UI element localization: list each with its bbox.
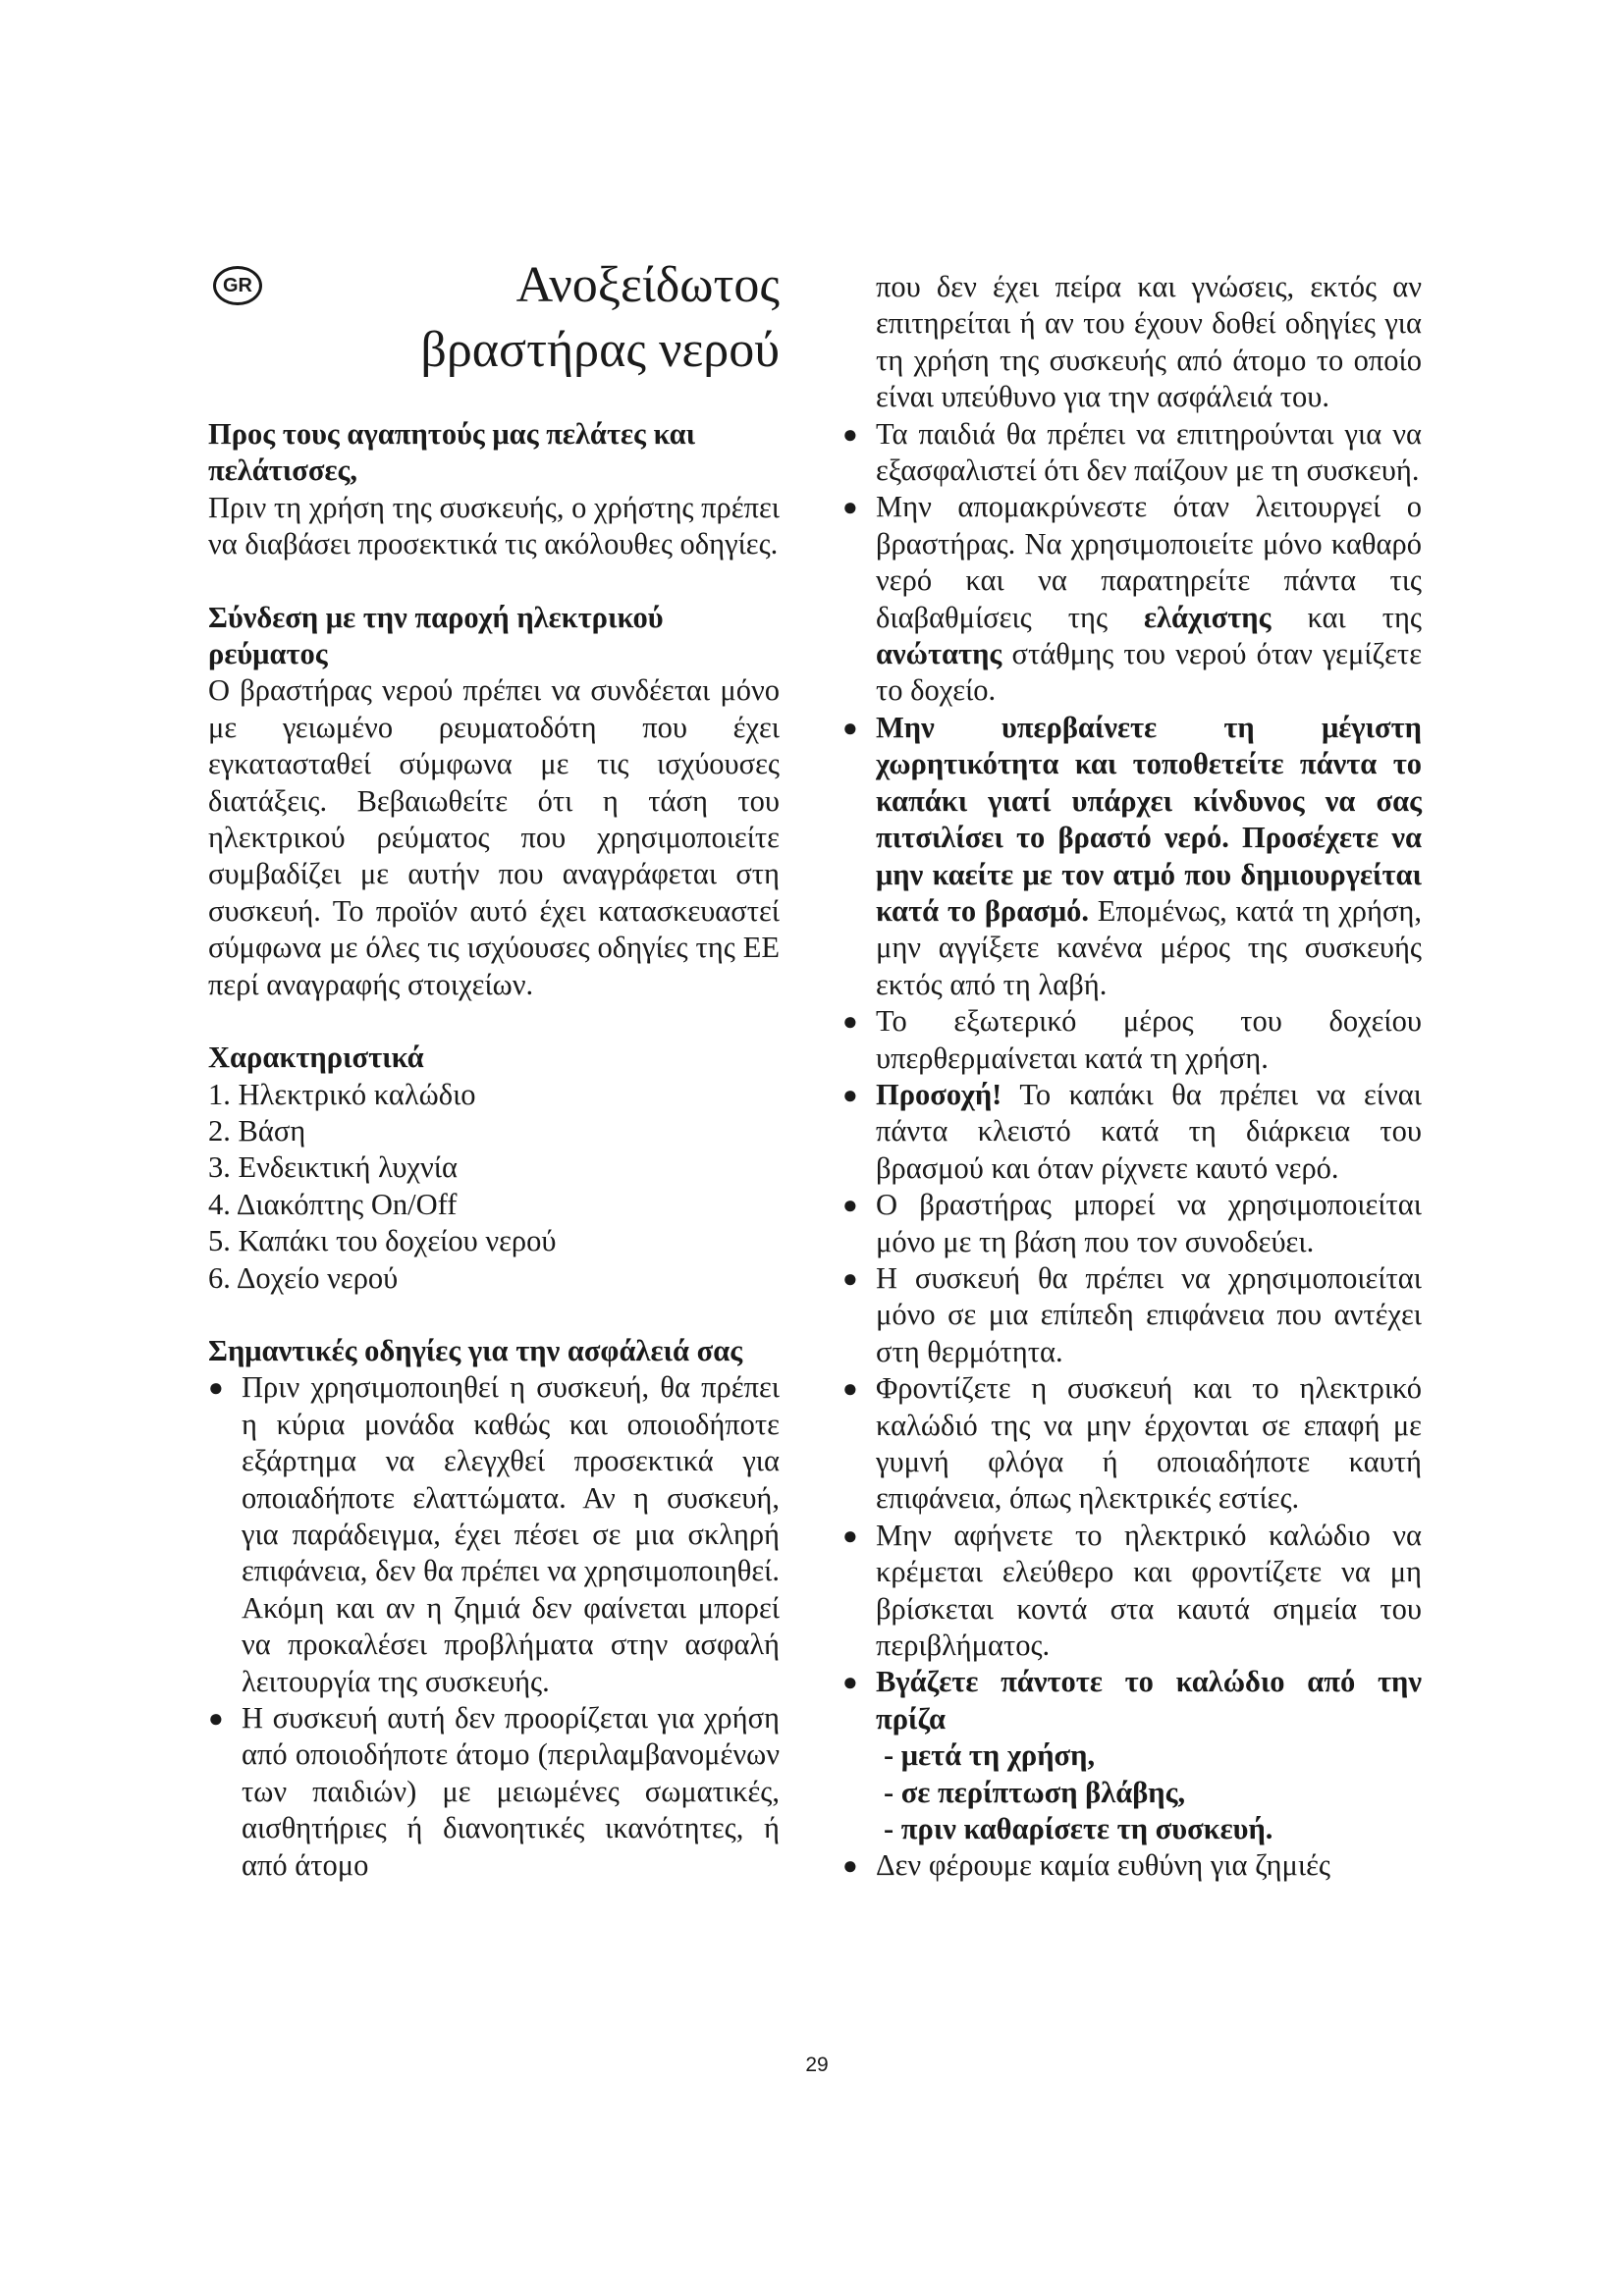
right-column [842,269,1422,1885]
safety-bullet [842,1187,1422,1260]
bullet-icon: ● [842,1521,858,1550]
safety-bullet-text: Η συσκευή αυτή δεν προορίζεται για χρήση από οποιοδήποτε άτομο (περιλαμβανομένων των παιδιών) με μειωμένες σωματικές, αισθητήριες ή διανοητικές ικανότητες, ή από άτομο [242,1701,780,1882]
bullet-icon: ● [208,1704,224,1733]
continuation-paragraph [842,269,1422,416]
safety-bullet-text: Το καπάκι θα πρέπει να είναι πάντα κλειστό κατά τη διάρκεια του βρασμού και όταν ρίχνετε καυτό νερό. [876,1077,1422,1185]
bullet-icon: ● [842,713,858,742]
safety-bullet-text: Ο βραστήρας μπορεί να χρησιμοποιείται μόνο με τη βάση που τον συνοδεύει. [876,1188,1422,1258]
safety-bullet [208,1369,780,1700]
safety-bullet-text: στάθμης του νερού όταν γεμίζετε το δοχείο. [876,637,1422,708]
features-list [208,1077,780,1297]
list-item: 6. Δοχείο νερού [208,1260,399,1295]
safety-bullet [842,1370,1422,1518]
boiling-warning-emphasis: Μην υπερβαίνετε τη μέγιστη χωρητικότητα και τοποθετείτε πάντα το καπάκι γιατί υπάρχει κίνδυνος να σας πιτσιλίσει το βραστό νερό. Προσέχετε να μην καείτε με τον ατμό που δημιουργείται κατά το βρασμό. [876,710,1422,928]
greeting-text: Πριν τη χρήση της συσκευής, ο χρήστης πρέπει να διαβάσει προσεκτικά τις ακόλουθες οδηγίες. [208,490,780,561]
bullet-icon: ● [842,1851,858,1881]
language-badge [213,266,262,305]
safety-bullet [842,416,1422,490]
safety-heading: Σημαντικές οδηγίες για την ασφάλειά σας [208,1333,743,1367]
list-item: 5. Καπάκι του δοχείου νερού [208,1224,557,1258]
safety-bullet [842,710,1422,1003]
safety-bullet [842,1518,1422,1665]
safety-bullet-text: και της [1307,600,1423,634]
connection-text: Ο βραστήρας νερού πρέπει να συνδέεται μόνο με γειωμένο ρευματοδότη που έχει εγκατασταθεί σύμφωνα με τις ισχύουσες διατάξεις. Βεβαιωθείτε ότι η τάση του ηλεκτρικού ρεύματος που χρησιμοποιείτε συμβαδίζει με αυτήν που αναγράφεται στη συσκευή. Το προϊόν αυτό έχει κατασκευαστεί σύμφωνα με όλες τις ισχύουσες οδηγίες της ΕΕ περί αναγραφής στοιχείων. [208,673,780,1001]
continuation-text: που δεν έχει πείρα και γνώσεις, εκτός αν επιτηρείται ή αν του έχουν δοθεί οδηγίες για τη χρήση της συσκευής από άτομο το οποίο είναι υπεύθυνο για την ασφάλειά του. [876,270,1422,414]
bullet-icon: ● [842,1668,858,1697]
bullet-icon: ● [842,1191,858,1220]
unplug-subitem: - πριν καθαρίσετε τη συσκευή. [884,1812,1273,1846]
bullet-icon: ● [842,1080,858,1109]
list-item: 2. Βάση [208,1113,306,1148]
page-number: 29 [805,2054,829,2076]
safety-bullet-text: Φροντίζετε η συσκευή και το ηλεκτρικό καλώδιό της να μην έρχονται σε επαφή με γυμνή φλόγα ή οποιαδήποτε καυτή επιφάνεια, όπως ηλεκτρικές εστίες. [876,1371,1422,1516]
safety-bullet-text: Πριν χρησιμοποιηθεί η συσκευή, θα πρέπει η κύρια μονάδα καθώς και οποιοδήποτε εξάρτημα να ελεγχθεί προσεκτικά για οποιαδήποτε ελαττώματα. Αν η συσκευή, για παράδειγμα, έχει πέσει σε μια σκληρή επιφάνεια, δεν θα πρέπει να χρησιμοποιηθεί. Ακόμη και αν η ζημιά δεν φαίνεται μπορεί να προκαλέσει προβλήματα στην ασφαλή λειτουργία της συσκευής. [242,1370,780,1698]
greeting-heading: Προς τους αγαπητούς μας πελάτες και πελάτισσες, [208,417,696,488]
safety-bullet [842,1260,1422,1370]
bullet-icon: ● [842,1007,858,1037]
bullet-icon: ● [842,493,858,522]
safety-bullet-text: Μην αφήνετε το ηλεκτρικό καλώδιο να κρέμεται ελεύθερο και φροντίζετε να μη βρίσκεται κοντά στα καυτά σημεία του περιβλήματος. [876,1518,1422,1663]
safety-bullet-text: Επομένως, κατά τη χρήση, μην αγγίξετε κανένα μέρος της συσκευής εκτός από τη λαβή. [876,893,1422,1001]
safety-bullet-text: Μην απομακρύνεστε όταν λειτουργεί ο βραστήρας. Να χρησιμοποιείτε μόνο καθαρό νερό και να παρατηρείτε πάντα τις διαβαθμίσεις της [876,490,1422,634]
unplug-subitem: - μετά τη χρήση, [884,1738,1096,1773]
page-title [295,253,780,383]
unplug-instruction: Βγάζετε πάντοτε το καλώδιο από την πρίζα [876,1665,1422,1735]
language-badge-label: GR [223,274,252,296]
safety-bullet [208,1700,780,1884]
minimum-level-emphasis: ελάχιστης [1144,600,1272,634]
left-column [208,416,780,1884]
bullet-icon: ● [842,1374,858,1404]
safety-bullet-text: Τα παιδιά θα πρέπει να επιτηρούνται για να εξασφαλιστεί ότι δεν παίζουν με τη συσκευή. [876,416,1422,488]
safety-bullet [842,1847,1422,1884]
bullet-icon: ● [842,419,858,449]
list-item: 3. Ενδεικτική λυχνία [208,1150,458,1185]
unplug-subitem: - σε περίπτωση βλάβης, [884,1775,1186,1809]
list-item: 4. Διακόπτης On/Off [208,1187,458,1221]
safety-bullet-text: Η συσκευή θα πρέπει να χρησιμοποιείται μόνο σε μια επίπεδη επιφάνεια που αντέχει στη θερμότητα. [876,1260,1422,1368]
safety-bullet [842,1003,1422,1077]
maximum-level-emphasis: ανώτατης [876,637,1002,671]
safety-bullet [842,489,1422,709]
bullet-icon: ● [842,1263,858,1293]
caution-label: Προσοχή! [876,1077,1002,1111]
safety-bullet-text: Δεν φέρουμε καμία ευθύνη για ζημιές [876,1848,1330,1883]
bullet-icon: ● [208,1373,224,1403]
title-line-1: Ανοξείδωτος [515,257,780,313]
title-line-2: βραστήρας νερού [420,322,780,378]
safety-bullet [842,1664,1422,1737]
features-heading: Χαρακτηριστικά [208,1041,424,1075]
safety-bullet [842,1077,1422,1187]
safety-bullet-text: Το εξωτερικό μέρος του δοχείου υπερθερμαίνεται κατά τη χρήση. [876,1004,1422,1075]
connection-heading: Σύνδεση με την παροχή ηλεκτρικού ρεύματος [208,600,664,671]
list-item: 1. Ηλεκτρικό καλώδιο [208,1077,476,1111]
